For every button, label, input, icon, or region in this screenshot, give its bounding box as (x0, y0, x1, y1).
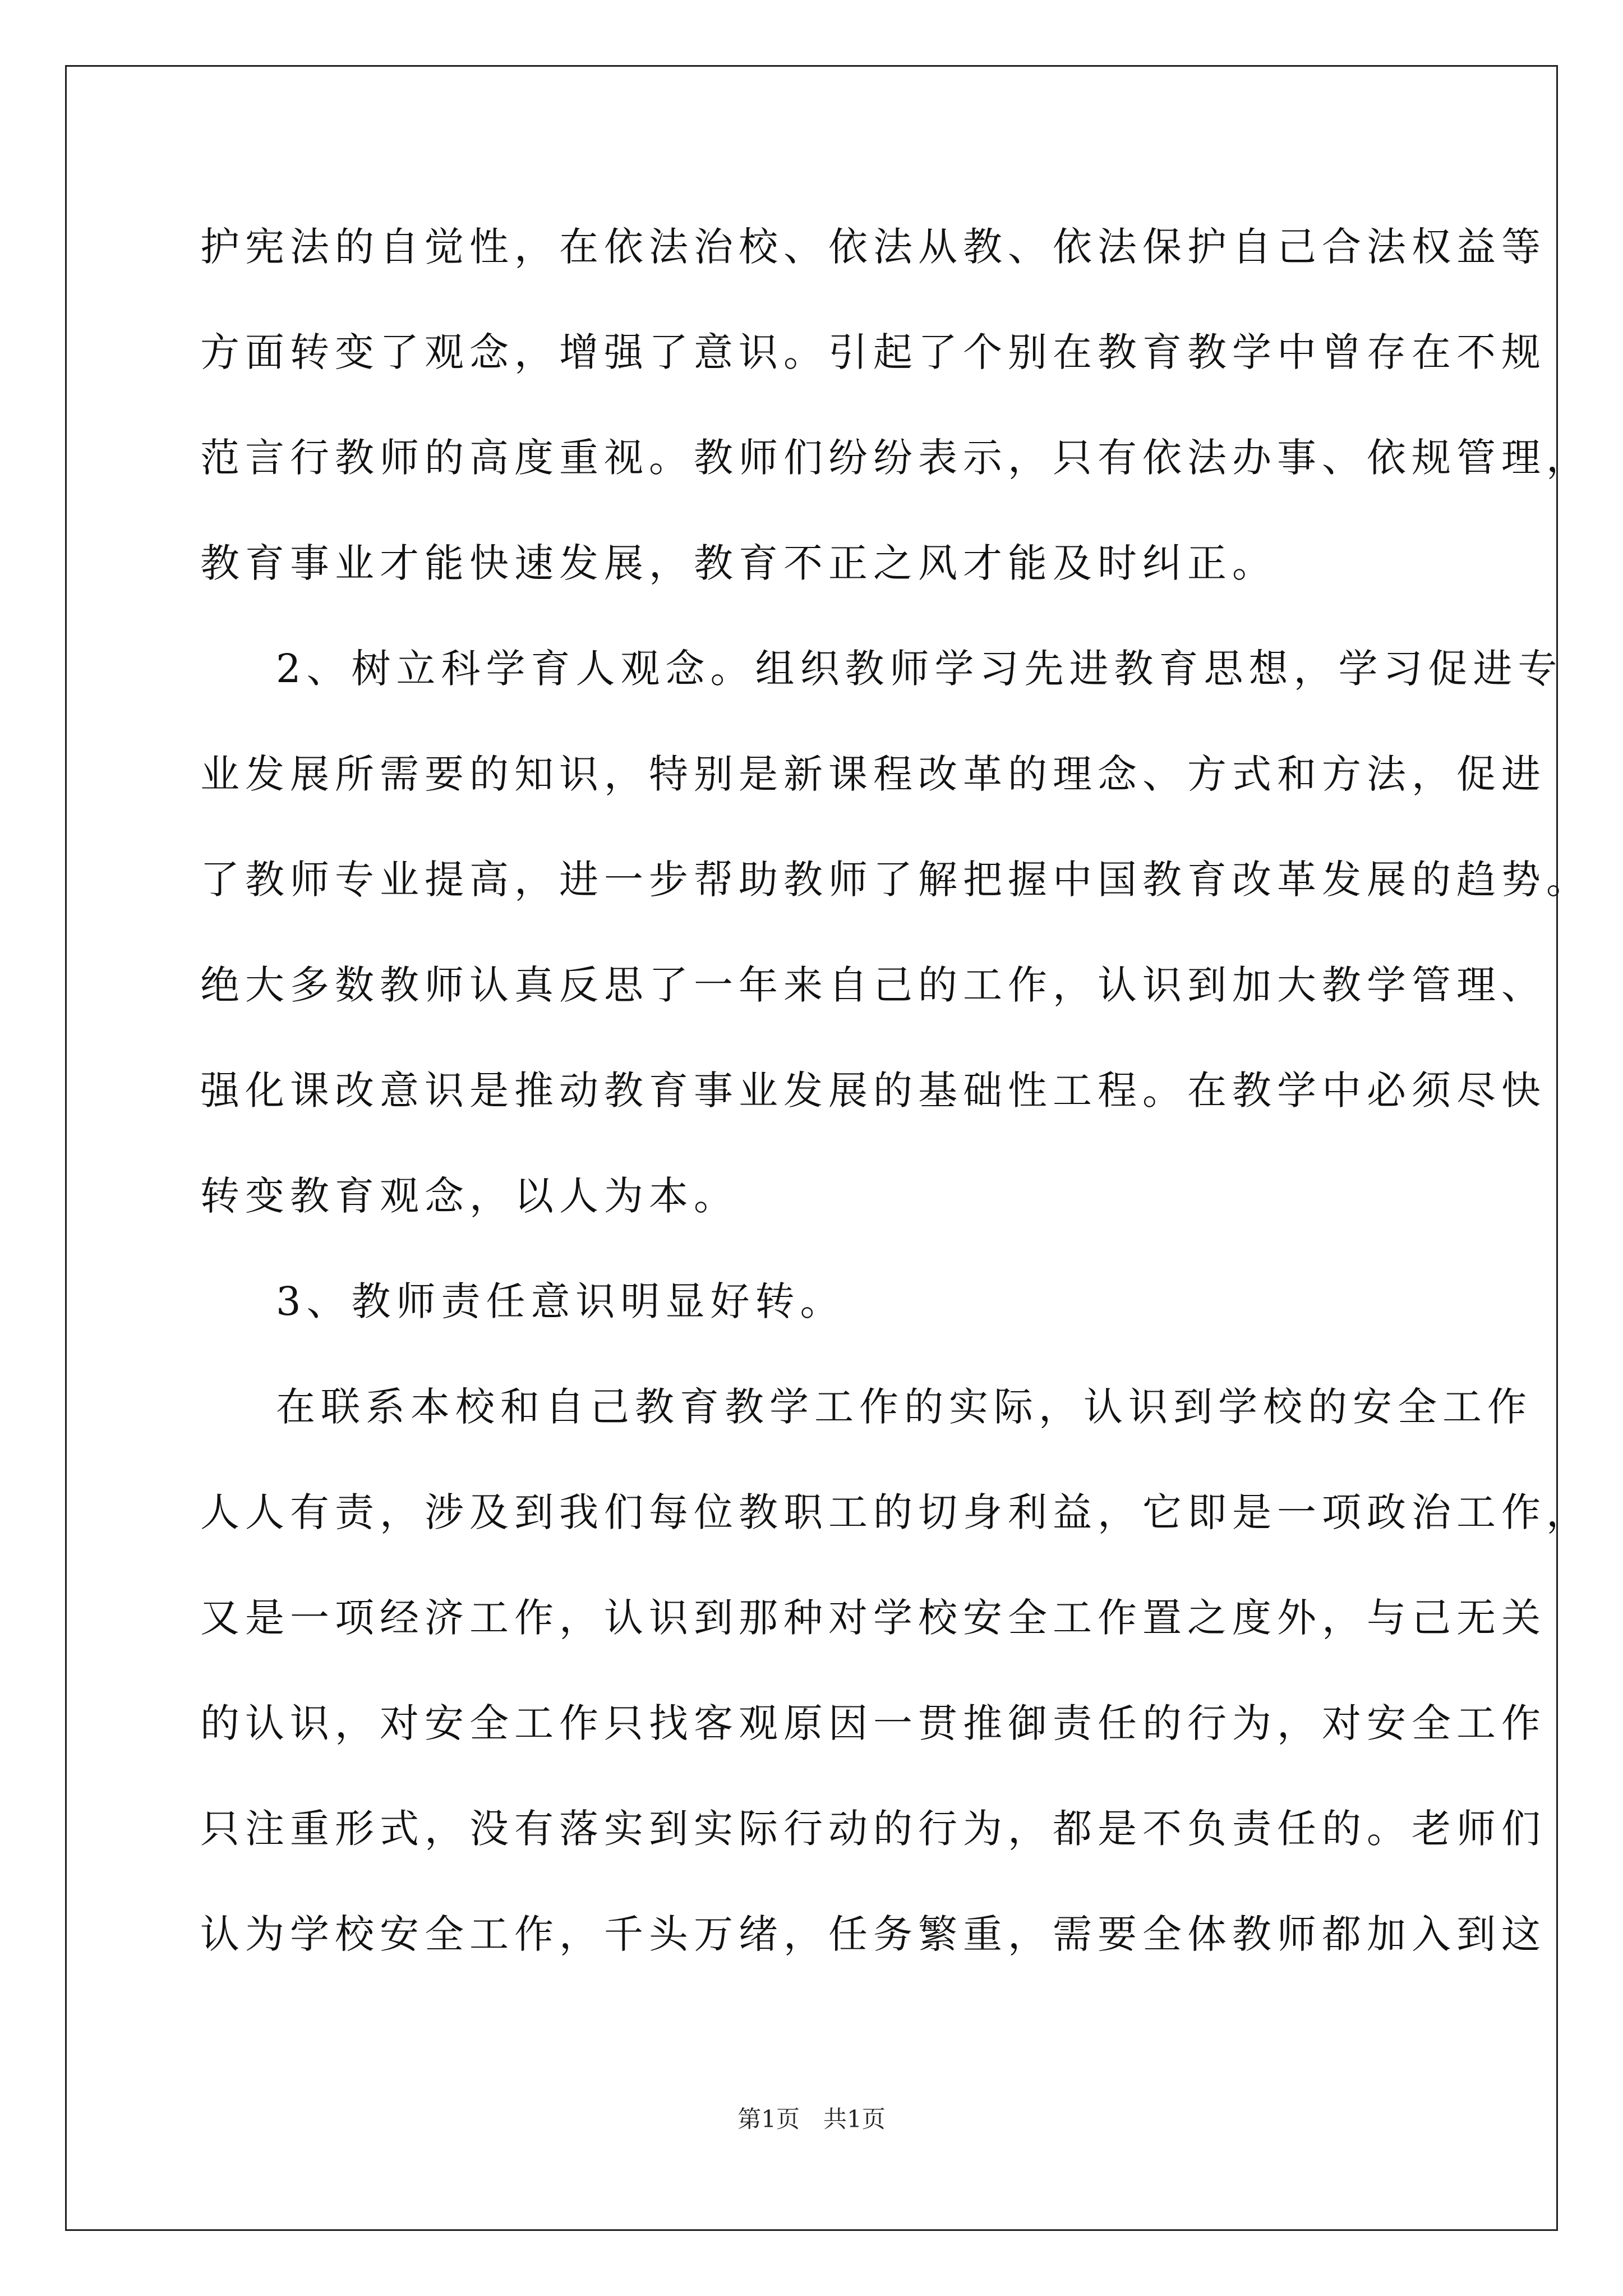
text-line: 人人有责，涉及到我们每位教职工的切身利益，它即是一项政治工作， (200, 1489, 1591, 1535)
page-footer: 第1页 共1页 (737, 2105, 886, 2133)
text-line: 转变教育观念，以人为本。 (200, 1173, 739, 1219)
text-line: 方面转变了观念，增强了意识。引起了个别在教育教学中曾存在不规 (200, 329, 1546, 375)
text-line: 只注重形式，没有落实到实际行动的行为，都是不负责任的。老师们 (200, 1806, 1546, 1852)
text-line: 又是一项经济工作，认识到那种对学校安全工作置之度外，与己无关 (200, 1595, 1546, 1641)
text-line: 绝大多数教师认真反思了一年来自己的工作，认识到加大教学管理、 (200, 962, 1546, 1008)
text-line: 护宪法的自觉性，在依法治校、依法从教、依法保护自己合法权益等 (200, 224, 1546, 270)
text-line: 范言行教师的高度重视。教师们纷纷表示，只有依法办事、依规管理， (200, 435, 1591, 481)
text-line: 业发展所需要的知识，特别是新课程改革的理念、方式和方法，促进 (200, 751, 1546, 797)
text-line: 的认识，对安全工作只找客观原因一贯推御责任的行为，对安全工作 (200, 1700, 1546, 1746)
text-line: 认为学校安全工作，千头万绪，任务繁重，需要全体教师都加入到这 (200, 1911, 1546, 1957)
text-line: 在联系本校和自己教育教学工作的实际，认识到学校的安全工作 (276, 1384, 1532, 1430)
text-line: 2、树立科学育人观念。组织教师学习先进教育思想，学习促进专 (276, 646, 1563, 692)
text-line: 强化课改意识是推动教育事业发展的基础性工程。在教学中必须尽快 (200, 1068, 1546, 1114)
text-line: 教育事业才能快速发展，教育不正之风才能及时纠正。 (200, 540, 1277, 586)
text-line: 3、教师责任意识明显好转。 (276, 1278, 845, 1324)
text-line: 了教师专业提高，进一步帮助教师了解把握中国教育改革发展的趋势。 (200, 857, 1591, 903)
